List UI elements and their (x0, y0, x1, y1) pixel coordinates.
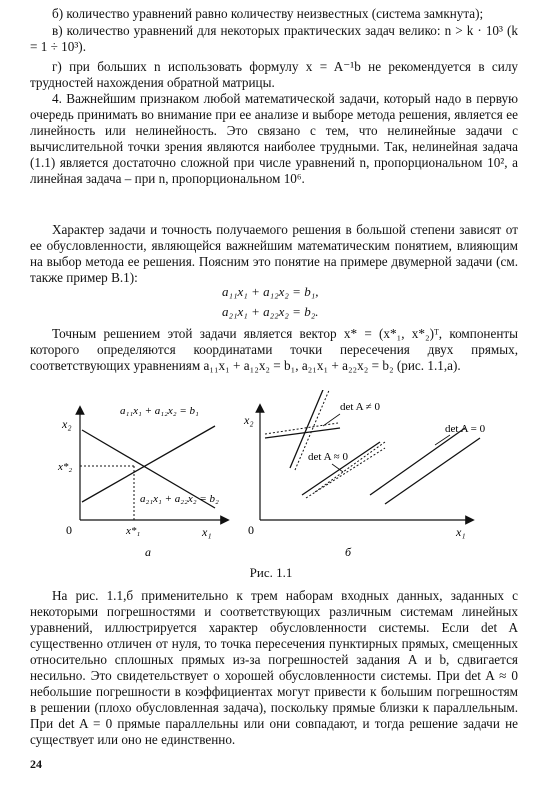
line-eq2-a (82, 426, 215, 502)
label-line1-a: a₁₁x₁ + a₁₂x₂ = b₁ (120, 405, 199, 417)
label-xstar2-a: x*₂ (58, 461, 73, 473)
pointer-det-ne0 (323, 414, 340, 426)
text-block-figure-discussion (30, 588, 518, 748)
line-illcond-3 (315, 442, 385, 492)
equation-system (222, 282, 318, 322)
paragraph-b: б) количество уравнений равно количеству неизвестных (система замкнута); (52, 6, 484, 21)
paragraph-exact-solution: Точным решением этой задачи является вектор x* = (x*₁, x*₂)ᵀ, компоненты которого определяются координатами точки пересечения двух прямых, соответствующих уравнениям a₁₁x₁ + a₁₂x₂ = b₁, a₂₁x₁ + a₂₂x₂ = b₂ (рис. 1.1,а). (30, 326, 518, 373)
paragraph-g: г) при больших n использовать формулу x = A⁻¹b не рекомендуется в силу трудностей нахождения обратной матрицы. (30, 59, 518, 90)
origin-label-a: 0 (66, 523, 72, 537)
axis-label-x1-b: x₁ (456, 525, 466, 539)
panel-label-b: б (345, 545, 352, 559)
figure-panel-a (57, 405, 225, 559)
line-wellcond-1 (265, 428, 340, 438)
axis-label-x2-b: x₂ (244, 413, 254, 427)
line-wellcond-1-dashed (265, 423, 338, 434)
figure-caption: Рис. 1.1 (249, 565, 293, 580)
figure-1-1 (40, 390, 500, 570)
label-det-eq0: det A = 0 (445, 423, 486, 435)
axis-label-x1-a: x₁ (202, 525, 212, 539)
paragraph-figure-discussion: На рис. 1.1,б применительно к трем наборам входных данных, заданных с некоторыми погрешностями и соответствующих различным системам линейных уравнений, иллюстрируется характер обусловленности системы. Если det A существенно отличен от нуля, то точка пересечения пунктирных прямых, смещенных относительно сплошных прямых из-за погрешностей задания A и b, сдвигается несильно. Это свидетельствует о хорошей обусловленности системы. При det A ≈ 0 небольшие погрешности в коэффициентах могут привести к большим погрешностям в решении (плохо обусловленная задача), поскольку прямые близки к параллельным. При det A = 0 прямые параллельны или они совпадают, и тогда решение задачи не существует или оно не единственно. (30, 588, 518, 747)
label-xstar1-a: x*₁ (126, 525, 141, 537)
figure-panel-b (243, 390, 486, 559)
origin-label-b: 0 (248, 523, 254, 537)
paragraph-character: Характер задачи и точность получаемого решения в большой степени зависят от ее обусловленности, являющейся важнейшим математическим понятием, влияющим на выбор метода ее решения. Поясним это понятие на примере двумерной задачи (см. также пример В.1): (30, 222, 518, 285)
label-line2-a: a₂₁x₁ + a₂₂x₂ = b₂ (140, 493, 219, 505)
axis-label-x2-a: x₂ (62, 417, 72, 431)
equation-2: a₂₁x₁ + a₂₂x₂ = b₂. (222, 304, 319, 319)
label-det-approx0: det A ≈ 0 (308, 451, 348, 463)
page-number: 24 (30, 757, 42, 771)
paragraph-v: в) количество уравнений для некоторых практических задач велико: n > k · 10³ (k = 1 ÷ 10³). (30, 23, 518, 54)
text-block-exact (30, 326, 518, 374)
text-block-conditioning (30, 222, 518, 286)
line-singular-1 (370, 428, 465, 495)
line-illcond-1 (302, 442, 380, 495)
text-block-top (30, 6, 518, 187)
paragraph-4: 4. Важнейшим признаком любой математической задачи, который надо в первую очередь принимать во внимание при ее анализе и выборе метода решения, является ее линейность или нелинейность. Это связано с тем, что нелинейные задачи с вычислительной точки зрения являются наиболее трудными. Так, нелинейная задача (1.1) является достаточно сложной при числе уравнений n, пропорциональном 10², а линейная задача – при n, пропорциональном 10⁶. (30, 91, 518, 186)
panel-label-a: а (145, 545, 151, 559)
label-det-ne0: det A ≠ 0 (340, 401, 380, 413)
line-singular-2 (385, 438, 480, 504)
equation-1: a₁₁x₁ + a₁₂x₂ = b₁, (222, 284, 319, 299)
